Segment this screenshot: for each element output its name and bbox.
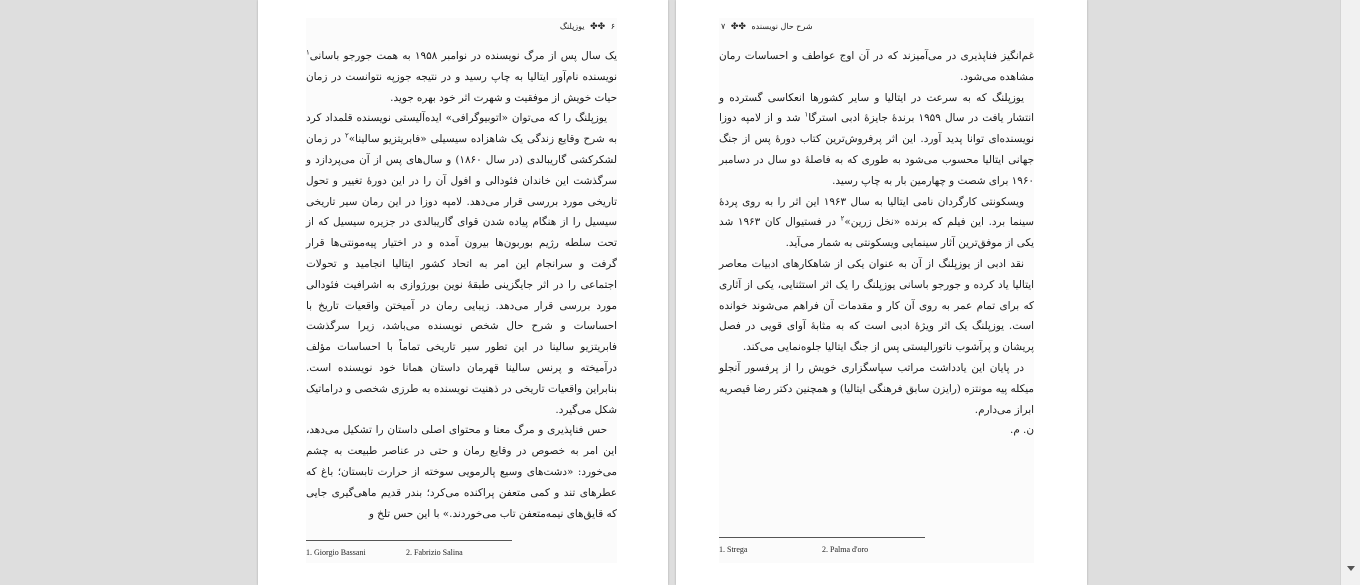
page-body xyxy=(306,46,617,524)
page-header xyxy=(308,22,615,36)
paragraph: در پایان این یادداشت مراتب سپاسگزاری خویش را از پرفسور آنجلو میکله پیه مونتزه (رایزن سابق فرهنگی ایتالیا) و همچنین دکتر رضا قیصریه ابراز می‌دارم. xyxy=(719,361,1034,416)
running-title: یوزپلنگ xyxy=(559,22,585,31)
paragraph: ویسکونتی کارگردان نامی ایتالیا به سال ۱۹۶۳ این اثر را به روی پردهٔ سینما برد. این فیلم که برنده «نخل زرین»$^۲$ در فستیوال کان ۱۹۶۳ شد یکی از موفق‌ترین آثار سینمایی ویسکونتی به شمار می‌آید. xyxy=(719,195,1034,250)
paragraph: یوزپلنگ را که می‌توان «اتوبیوگرافی» ایده‌آلیستی نویسنده قلمداد کرد به شرح وقایع زندگی یک شاهزاده سیسیلی «فابریتزیو سالینا»$^۲$ در زمان لشکرکشی گاریبالدی (در سال ۱۸۶۰) و سال‌های پس از آن می‌پردازد و سرگذشت این خاندان فئودالی و افول آن را در این دورهٔ تغییر و تحول تاریخی مورد بررسی قرار می‌دهد. لامپه دوزا در این رمان سیر تاریخی سیسیل را از هنگام پیاده شدن قوای گاریبالدی در جزیره سیسیل که از تحت سلطه رژیم بوربون‌ها بیرون آمده و در اختیار پیه‌مونتی‌ها قرار گرفت و سرانجام این امر به اتحاد کشور ایتالیا انجامید و تحولات اجتماعی را در اثر جایگزینی طبقهٔ نوین بورژوازی به اشرافیت فئودالی مورد بررسی قرار می‌دهد. زیبایی رمان در آمیختن واقعیات تاریخ با احساسات و شرح حال شخص نویسنده می‌باشد، زیرا سرگذشت فابریتزیو سالینا در این تطور سیر تاریخی تماماً با احساسات مؤلف درآمیخته و پرنس سالینا قهرمان داستان همانا خود نویسنده است. بنابراین واقعیات تاریخی در ذهنیت نویسنده به طرزی شخصی و دراماتیک شکل می‌گیرد. xyxy=(306,112,618,416)
vertical-scrollbar[interactable] xyxy=(1340,0,1360,585)
page-number: ۷ xyxy=(721,22,726,31)
footnote-2: 2. Palma d'oro xyxy=(822,545,869,554)
footnote-marker: ۲ xyxy=(840,214,845,223)
scanned-page-6 xyxy=(306,18,617,563)
footnote-divider xyxy=(306,540,512,541)
footnote-1: 1. Strega xyxy=(719,545,748,554)
footnotes xyxy=(719,545,1034,559)
paragraph: یک سال پس از مرگ نویسنده در نوامبر ۱۹۵۸ به همت جورجو باسانی$^۱$ نویسنده نام‌آور ایتالیا به چاپ رسید و در نتیجه جوزپه نتوانست در زمان حیات خویش از موفقیت و شهرت اثر خود بهره جوید. xyxy=(306,48,618,104)
footnotes xyxy=(306,548,617,562)
scroll-down-arrow-icon[interactable] xyxy=(1347,566,1355,571)
signature: ن. م. xyxy=(1010,424,1034,437)
footnote-marker: ۱ xyxy=(306,48,310,57)
footnote-divider xyxy=(719,537,925,538)
ornament-icon: ✤✤ xyxy=(590,22,606,32)
page-number: ۶ xyxy=(610,22,615,31)
page-7 xyxy=(676,0,1087,585)
footnote-marker: ۱ xyxy=(804,110,809,119)
running-title: شرح حال نویسنده xyxy=(751,22,813,31)
page-header xyxy=(721,22,1032,36)
paragraph: یوزپلنگ که به سرعت در ایتالیا و سایر کشورها انعکاسی گسترده و انتشار یافت در سال ۱۹۵۹ برندهٔ جایزهٔ ادبی استرگا$^۱$ شد و از لامپه دوزا نویسنده‌ای توانا پدید آورد. این اثر پرفروش‌ترین کتاب دورهٔ پس از جنگ جهانی ایتالیا محسوب می‌شود به طوری که به فاصلهٔ دو سال در دسامبر ۱۹۶۰ برای شصت و چهارمین بار به چاپ رسید. xyxy=(719,91,1034,187)
paragraph: حس فناپذیری و مرگ معنا و محتوای اصلی داستان را تشکیل می‌دهد، این امر به خصوص در وقایع رمان و حتی در عناصر طبیعت به چشم می‌خورد: «دشت‌های وسیع پالرمویی سوخته از حرارت تابستان؛ باغ که عطرهای تند و کمی متعفن پراکنده می‌کرد؛ بندر قدیم ماهی‌گیری جایی که قایق‌های نیمه‌متعفن تاب می‌خوردند.» با این حس تلخ و xyxy=(306,424,617,520)
footnote-1: 1. Giorgio Bassani xyxy=(306,548,366,557)
ornament-icon: ✤✤ xyxy=(730,22,746,32)
paragraph: نقد ادبی از یوزپلنگ از آن به عنوان یکی از شاهکارهای ادبیات معاصر ایتالیا یاد کرده و جورجو باسانی یوزپلنگ را یک اثر استثنایی، یکی از آثاری که برای تمام عمر به روی آن کار و مقدمات آن فراهم می‌شوند خوانده است. یوزپلنگ یک اثر ویژهٔ ادبی است که به مثابهٔ آوای قویی در فصل پریشان و پرآشوب ناتورالیستی پس از جنگ ایتالیا جلوه‌نمایی می‌کند. xyxy=(719,257,1034,354)
scanned-page-7 xyxy=(719,18,1034,563)
page-body xyxy=(719,46,1034,441)
paragraph: غم‌انگیز فناپذیری در می‌آمیزند که در آن اوج عواطف و احساسات رمان مشاهده می‌شود. xyxy=(719,50,1034,83)
footnote-marker: ۲ xyxy=(344,131,349,140)
footnote-2: 2. Fabrizio Salina xyxy=(406,548,463,557)
page-6 xyxy=(258,0,668,585)
